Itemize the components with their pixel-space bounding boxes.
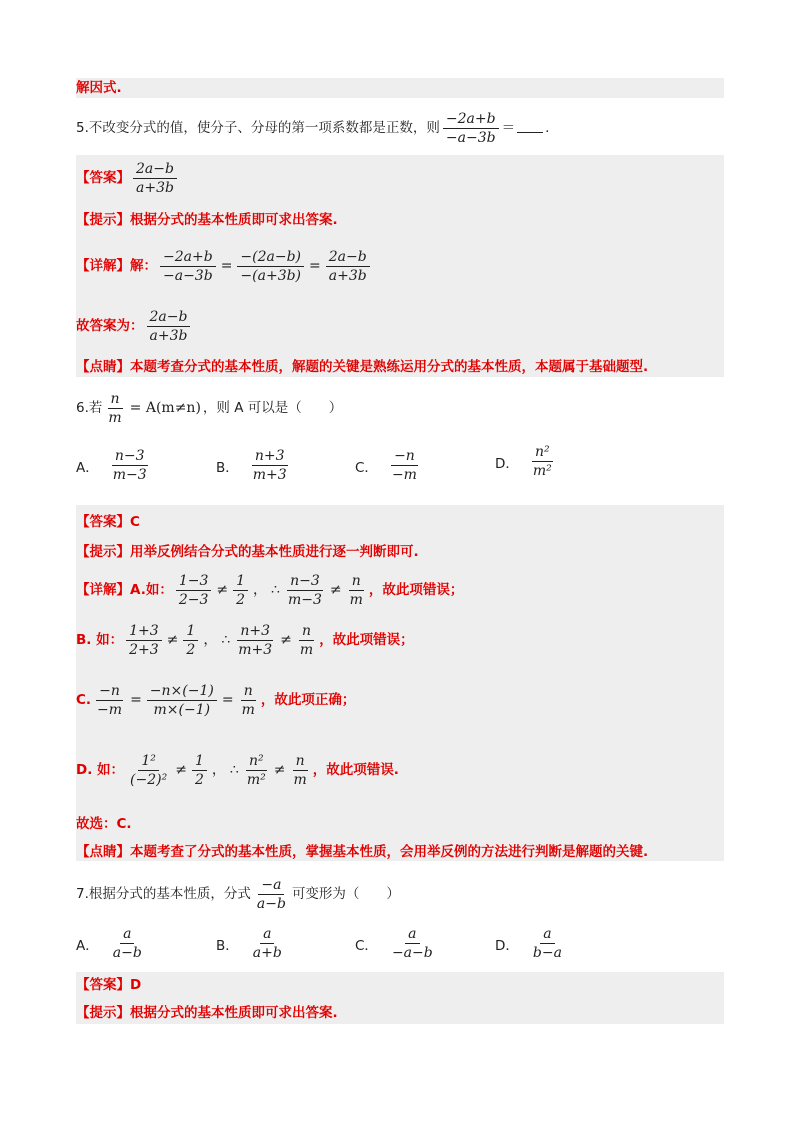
q6-detail-a-comma: ，: [253, 582, 268, 598]
q7-option-c-letter: C．: [355, 937, 378, 954]
q5-fraction: [443, 111, 499, 146]
q7-option-d-letter: D．: [495, 937, 519, 954]
q6-detail-d-frac-2-den: 2: [194, 771, 204, 788]
q7-prompt-end: 可变形为（ ）: [291, 886, 400, 902]
q6-detail-c-frac-3-num: n: [241, 683, 256, 701]
q6-detail-b-line: [76, 620, 724, 660]
q6-detail-a-therefore: ∴: [271, 582, 280, 598]
q6-option-a-num: n−3: [112, 448, 148, 466]
q6-detail-b-frac-3-den: m+3: [238, 641, 273, 658]
q7-option-d-frac: [530, 926, 565, 961]
q7-option-c-num: a: [405, 926, 419, 944]
q6-detail-d-ne-1: ≠: [175, 762, 187, 778]
q6-option-b-num: n+3: [252, 448, 288, 466]
q7-frac-num: −a: [258, 877, 284, 895]
q5-equals: ＝: [501, 120, 516, 136]
q6-detail-b-tail: ，故此项错误；: [319, 632, 414, 648]
q6-detail-a-ne-1: ≠: [216, 582, 229, 598]
q6-detail-a-frac-1-num: 1−3: [176, 573, 212, 591]
q6-detail-b-comma: ，: [203, 632, 218, 648]
q6-detail-c-eq-1: =: [130, 692, 142, 708]
q6-detail-a-ne-2: ≠: [329, 582, 342, 598]
q6-detail-d-frac-2-num: 1: [192, 753, 207, 771]
q6-detail-a-frac-4-num: n: [349, 573, 364, 591]
q6-detail-d-tail: ，故此项错误.: [312, 762, 399, 778]
q7-answer: 【答案】D: [76, 977, 142, 993]
q6-fraction: [105, 391, 124, 426]
q6-detail-c-frac-3-den: m: [241, 701, 255, 718]
q6-detail-b-frac-2-num: 1: [183, 623, 198, 641]
q6-detail-c-line: [76, 680, 724, 720]
q6-option-d-frac: [530, 444, 555, 479]
q6-option-c-den: −m: [391, 467, 417, 483]
q5-hint: 【提示】根据分式的基本性质即可求出答案.: [76, 212, 338, 228]
q6-detail-d-therefore: ∴: [229, 762, 239, 778]
q7-option-c[interactable]: [355, 926, 439, 961]
q6-option-d-den: m²: [532, 463, 552, 479]
q7-option-a[interactable]: [76, 926, 148, 961]
q5-detail-frac-1: [160, 249, 216, 284]
q5-prompt: 5.不改变分式的值，使分子、分母的第一项系数都是正数，则: [76, 120, 440, 136]
q5-answer-fraction: [133, 161, 177, 196]
q6-detail-b-frac-1-den: 2+3: [129, 641, 159, 658]
q5-detail-eq-1: =: [220, 258, 233, 274]
q6-option-a-frac: [110, 448, 150, 483]
q5-detail-line: [76, 246, 724, 286]
q6-prompt-end: ，则 A 可以是（ ）: [202, 400, 343, 416]
q7-option-d-num: a: [540, 926, 554, 944]
q6-prompt-start: 6.若: [76, 400, 103, 416]
q5-detail-label: 【详解】解：: [76, 258, 157, 274]
q5-detail-frac-3-num: 2a−b: [326, 249, 370, 267]
q6-detail-c-label: C.: [76, 692, 92, 708]
q6-prompt-line: [76, 388, 724, 428]
q6-detail-d-frac-1-num: 1²: [138, 753, 159, 771]
q5-detail-frac-2: [237, 249, 304, 284]
q6-comment: 【点睛】本题考查了分式的基本性质，掌握基本性质，会用举反例的方法进行判断是解题的关键.: [76, 844, 649, 860]
q7-option-a-den: a−b: [112, 945, 142, 961]
q6-option-a-den: m−3: [112, 467, 147, 483]
q6-option-b-letter: B．: [216, 459, 239, 476]
q5-frac-num: −2a+b: [443, 111, 499, 129]
q6-detail-b-frac-3: [235, 623, 275, 658]
q6-option-d[interactable]: [495, 444, 558, 479]
q5-detail-frac-3-den: a+3b: [328, 267, 367, 284]
q6-detail-c-tail: ，故此项正确；: [260, 692, 356, 708]
q5-detail-frac-1-num: −2a+b: [160, 249, 216, 267]
q6-answer: 【答案】C: [76, 514, 140, 530]
q6-choose: 故选：C.: [76, 816, 132, 832]
q6-detail-b-frac-4: [297, 623, 316, 658]
q6-option-a-letter: A．: [76, 459, 99, 476]
q5-answer-den: a+3b: [136, 179, 174, 196]
q6-detail-b-frac-2: [183, 623, 198, 658]
top-continuation: 解因式.: [76, 80, 122, 96]
q6-detail-b-frac-1-num: 1+3: [126, 623, 162, 641]
q6-detail-c-frac-1-num: −n: [96, 683, 123, 701]
q6-detail-c-eq-2: =: [221, 692, 234, 708]
q5-prompt-line: [76, 108, 724, 148]
q6-detail-a-frac-4-den: m: [349, 591, 363, 608]
q6-detail-c-frac-2-den: m×(−1): [153, 701, 211, 718]
q5-detail-frac-3: [326, 249, 370, 284]
q7-option-a-letter: A．: [76, 937, 99, 954]
q7-option-b-num: a: [260, 926, 274, 944]
q6-detail-a-tail: ，故此项错误；: [368, 582, 464, 598]
q6-detail-a-frac-2: [233, 573, 248, 608]
q5-final-fraction: [147, 309, 191, 344]
q6-detail-a-frac-4: [347, 573, 366, 608]
q6-option-b[interactable]: [216, 448, 293, 483]
q7-option-b-frac: [250, 926, 285, 961]
q6-detail-a-frac-1-den: 2−3: [178, 591, 209, 608]
q7-prompt-start: 7.根据分式的基本性质，分式: [76, 886, 251, 902]
q6-detail-d-frac-4-den: m: [293, 771, 307, 788]
q6-detail-b-frac-4-den: m: [299, 641, 314, 658]
q5-frac-den: −a−3b: [445, 129, 496, 146]
q6-detail-d-frac-3-num: n²: [246, 753, 267, 771]
q7-option-d-den: b−a: [532, 945, 562, 961]
q7-option-b[interactable]: [216, 926, 288, 961]
q6-detail-c-frac-1: [94, 683, 125, 718]
q6-detail-a-line: [76, 570, 724, 610]
q5-final-label: 故答案为：: [76, 318, 144, 334]
q6-detail-b-frac-3-num: n+3: [237, 623, 273, 641]
q6-detail-b-label: B. 如：: [76, 632, 124, 648]
q7-option-a-num: a: [120, 926, 134, 944]
q6-option-a[interactable]: [76, 448, 153, 483]
q6-frac-den: m: [108, 409, 122, 426]
q6-detail-d-frac-3-den: m²: [246, 771, 266, 788]
q6-detail-a-frac-3: [285, 573, 325, 608]
q6-option-d-num: n²: [532, 444, 553, 462]
q5-answer-line: [76, 160, 724, 196]
q6-detail-d-ne-2: ≠: [273, 762, 286, 778]
q6-detail-d-comma: ，: [211, 762, 226, 778]
q5-detail-frac-1-den: −a−3b: [163, 267, 213, 284]
q6-frac-num: n: [108, 391, 123, 409]
q6-detail-a-frac-3-den: m−3: [287, 591, 322, 608]
q6-detail-a-frac-3-num: n−3: [287, 573, 323, 591]
q6-detail-a-frac-2-num: 1: [233, 573, 248, 591]
q6-detail-d-frac-3: [244, 753, 269, 788]
q6-detail-c-frac-2: [147, 683, 217, 718]
q6-detail-d-frac-1: [127, 753, 170, 788]
q5-final-den: a+3b: [149, 327, 188, 344]
q6-detail-a-label: 【详解】A.如：: [76, 582, 173, 598]
q7-hint: 【提示】根据分式的基本性质即可求出答案.: [76, 1005, 338, 1021]
q5-answer-label: 【答案】: [76, 170, 130, 186]
q7-option-c-den: −a−b: [391, 945, 433, 961]
q5-final-num: 2a−b: [147, 309, 191, 327]
q6-detail-d-line: [76, 748, 724, 792]
q6-detail-b-frac-2-den: 2: [186, 641, 196, 658]
q7-frac-den: a−b: [256, 895, 286, 912]
q6-option-b-den: m+3: [252, 467, 287, 483]
q5-detail-frac-2-den: −(a+3b): [240, 267, 302, 284]
q6-option-c-num: −n: [391, 448, 418, 466]
q6-detail-d-frac-4-num: n: [293, 753, 308, 771]
q7-option-c-frac: [389, 926, 436, 961]
q6-detail-b-therefore: ∴: [221, 632, 231, 648]
q6-detail-d-frac-1-den: (−2)²: [130, 771, 168, 788]
q6-detail-d-frac-2: [192, 753, 207, 788]
q6-option-c-frac: [389, 448, 420, 483]
q6-detail-a-frac-1: [176, 573, 212, 608]
q6-detail-b-frac-4-num: n: [299, 623, 314, 641]
q7-option-d[interactable]: [495, 926, 568, 961]
q6-detail-b-ne-1: ≠: [166, 632, 179, 648]
q6-detail-c-frac-1-den: −m: [97, 701, 123, 718]
q6-option-b-frac: [250, 448, 290, 483]
q7-fraction: [254, 877, 289, 912]
q6-option-d-letter: D．: [495, 455, 519, 472]
q6-detail-a-frac-2-den: 2: [236, 591, 246, 608]
q5-tail: .: [545, 120, 550, 136]
q5-detail-eq-2: =: [309, 258, 321, 274]
q5-detail-frac-2-num: −(2a−b): [237, 249, 304, 267]
q7-option-b-letter: B．: [216, 937, 239, 954]
q5-answer-num: 2a−b: [133, 161, 177, 179]
q6-expr: = A(m≠n): [129, 400, 201, 416]
q5-final-line: [76, 306, 724, 346]
q6-hint: 【提示】用举反例结合分式的基本性质进行逐一判断即可.: [76, 544, 419, 560]
q6-detail-d-frac-4: [290, 753, 309, 788]
q6-detail-b-ne-2: ≠: [280, 632, 292, 648]
q6-option-c[interactable]: [355, 448, 423, 483]
q6-option-c-letter: C．: [355, 459, 378, 476]
q5-answer-blank: [517, 132, 543, 133]
q6-detail-d-label: D. 如：: [76, 762, 125, 778]
q6-detail-c-frac-2-num: −n×(−1): [147, 683, 217, 701]
q7-prompt-line: [76, 874, 724, 914]
q7-option-a-frac: [110, 926, 145, 961]
q7-option-b-den: a+b: [252, 945, 282, 961]
q6-detail-c-frac-3: [239, 683, 258, 718]
q5-comment: 【点睛】本题考查分式的基本性质，解题的关键是熟练运用分式的基本性质，本题属于基础题型.: [76, 359, 649, 375]
q6-detail-b-frac-1: [126, 623, 162, 658]
